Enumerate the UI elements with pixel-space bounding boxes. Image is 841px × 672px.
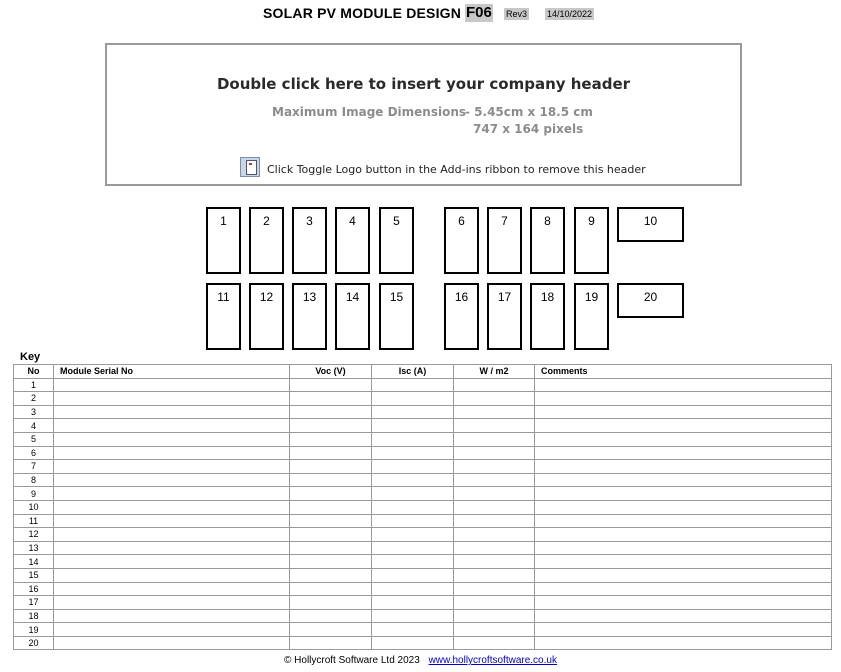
module-box: 14 <box>335 283 370 350</box>
serial-cell[interactable] <box>54 528 290 542</box>
module-box: 6 <box>444 207 479 274</box>
serial-cell[interactable] <box>54 473 290 487</box>
comments-cell[interactable] <box>535 636 832 650</box>
irradiance-cell[interactable] <box>454 636 535 650</box>
isc-cell[interactable] <box>372 419 454 433</box>
table-row <box>14 432 832 446</box>
table-row <box>14 473 832 487</box>
comments-cell[interactable] <box>535 487 832 501</box>
isc-cell[interactable] <box>372 405 454 419</box>
isc-cell[interactable] <box>372 555 454 569</box>
voc-cell[interactable] <box>290 473 372 487</box>
module-box: 19 <box>574 283 609 350</box>
comments-cell[interactable] <box>535 596 832 610</box>
module-box: 9 <box>574 207 609 274</box>
title-row <box>0 4 841 24</box>
serial-cell[interactable] <box>54 405 290 419</box>
irradiance-cell[interactable] <box>454 514 535 528</box>
document-logo-icon <box>240 157 260 177</box>
irradiance-cell[interactable] <box>454 487 535 501</box>
isc-cell[interactable] <box>372 432 454 446</box>
isc-cell[interactable] <box>372 446 454 460</box>
voc-cell[interactable] <box>290 514 372 528</box>
column-header-comments: Comments <box>535 365 832 379</box>
row-number-cell: 5 <box>14 432 54 446</box>
table-row <box>14 500 832 514</box>
voc-cell[interactable] <box>290 487 372 501</box>
isc-cell[interactable] <box>372 582 454 596</box>
column-header-voc: Voc (V) <box>290 365 372 379</box>
irradiance-cell[interactable] <box>454 392 535 406</box>
module-box: 12 <box>249 283 284 350</box>
module-box: 18 <box>530 283 565 350</box>
table-row <box>14 419 832 433</box>
serial-cell[interactable] <box>54 419 290 433</box>
comments-cell[interactable] <box>535 555 832 569</box>
row-number-cell: 6 <box>14 446 54 460</box>
row-number-cell: 9 <box>14 487 54 501</box>
irradiance-cell[interactable] <box>454 500 535 514</box>
voc-cell[interactable] <box>290 623 372 637</box>
voc-cell[interactable] <box>290 432 372 446</box>
module-box: 20 <box>617 283 684 318</box>
irradiance-cell[interactable] <box>454 541 535 555</box>
isc-cell[interactable] <box>372 460 454 474</box>
isc-cell[interactable] <box>372 596 454 610</box>
serial-cell[interactable] <box>54 596 290 610</box>
comments-cell[interactable] <box>535 432 832 446</box>
isc-cell[interactable] <box>372 392 454 406</box>
page-title: SOLAR PV MODULE DESIGN <box>263 5 462 21</box>
row-number-cell: 15 <box>14 568 54 582</box>
serial-cell[interactable] <box>54 555 290 569</box>
comments-cell[interactable] <box>535 419 832 433</box>
voc-cell[interactable] <box>290 568 372 582</box>
module-box: 15 <box>379 283 414 350</box>
serial-cell[interactable] <box>54 446 290 460</box>
module-box: 11 <box>206 283 241 350</box>
comments-cell[interactable] <box>535 378 832 392</box>
company-header-placeholder[interactable] <box>105 43 742 186</box>
serial-cell[interactable] <box>54 582 290 596</box>
table-row <box>14 528 832 542</box>
isc-cell[interactable] <box>372 609 454 623</box>
comments-cell[interactable] <box>535 405 832 419</box>
serial-cell[interactable] <box>54 432 290 446</box>
table-row <box>14 609 832 623</box>
module-box: 7 <box>487 207 522 274</box>
irradiance-cell[interactable] <box>454 596 535 610</box>
isc-cell[interactable] <box>372 500 454 514</box>
dimensions-px: 747 x 164 pixels <box>473 122 584 136</box>
table-header-row <box>14 365 832 379</box>
row-number-cell: 8 <box>14 473 54 487</box>
isc-cell[interactable] <box>372 473 454 487</box>
table-row <box>14 487 832 501</box>
row-number-cell: 18 <box>14 609 54 623</box>
module-box: 5 <box>379 207 414 274</box>
row-number-cell: 17 <box>14 596 54 610</box>
comments-cell[interactable] <box>535 609 832 623</box>
table-row <box>14 582 832 596</box>
comments-cell[interactable] <box>535 392 832 406</box>
row-number-cell: 16 <box>14 582 54 596</box>
table-row <box>14 568 832 582</box>
table-row <box>14 460 832 474</box>
irradiance-cell[interactable] <box>454 446 535 460</box>
row-number-cell: 20 <box>14 636 54 650</box>
row-number-cell: 3 <box>14 405 54 419</box>
comments-cell[interactable] <box>535 541 832 555</box>
serial-cell[interactable] <box>54 392 290 406</box>
module-box: 16 <box>444 283 479 350</box>
irradiance-cell[interactable] <box>454 405 535 419</box>
comments-cell[interactable] <box>535 473 832 487</box>
column-header-serial: Module Serial No <box>54 365 290 379</box>
voc-cell[interactable] <box>290 446 372 460</box>
serial-cell[interactable] <box>54 500 290 514</box>
row-number-cell: 12 <box>14 528 54 542</box>
voc-cell[interactable] <box>290 500 372 514</box>
module-box: 3 <box>292 207 327 274</box>
isc-cell[interactable] <box>372 528 454 542</box>
key-table <box>13 364 832 650</box>
voc-cell[interactable] <box>290 528 372 542</box>
table-row <box>14 392 832 406</box>
module-box: 17 <box>487 283 522 350</box>
isc-cell[interactable] <box>372 623 454 637</box>
voc-cell[interactable] <box>290 405 372 419</box>
column-header-no: No <box>14 365 54 379</box>
isc-cell[interactable] <box>372 541 454 555</box>
date-badge: 14/10/2022 <box>547 9 593 19</box>
comments-cell[interactable] <box>535 568 832 582</box>
serial-cell[interactable] <box>54 636 290 650</box>
serial-cell[interactable] <box>54 541 290 555</box>
isc-cell[interactable] <box>372 487 454 501</box>
voc-cell[interactable] <box>290 582 372 596</box>
irradiance-cell[interactable] <box>454 432 535 446</box>
row-number-cell: 1 <box>14 378 54 392</box>
header-note: Click Toggle Logo button in the Add-ins ribbon to remove this header <box>267 163 646 176</box>
irradiance-cell[interactable] <box>454 460 535 474</box>
isc-cell[interactable] <box>372 514 454 528</box>
row-number-cell: 10 <box>14 500 54 514</box>
voc-cell[interactable] <box>290 596 372 610</box>
column-header-irradiance: W / m2 <box>454 365 535 379</box>
comments-cell[interactable] <box>535 528 832 542</box>
irradiance-cell[interactable] <box>454 419 535 433</box>
form-code: F06 <box>466 4 492 21</box>
irradiance-cell[interactable] <box>454 473 535 487</box>
dimensions-label: Maximum Image Dimensions <box>272 105 467 119</box>
module-box: 1 <box>206 207 241 274</box>
serial-cell[interactable] <box>54 487 290 501</box>
copyright-text: © Hollycroft Software Ltd 2023 <box>284 655 420 666</box>
revision-badge: Rev3 <box>506 9 528 19</box>
isc-cell[interactable] <box>372 378 454 392</box>
dimensions-cm: - 5.45cm x 18.5 cm <box>465 105 593 119</box>
irradiance-cell[interactable] <box>454 378 535 392</box>
voc-cell[interactable] <box>290 392 372 406</box>
table-row <box>14 514 832 528</box>
table-row <box>14 446 832 460</box>
row-number-cell: 14 <box>14 555 54 569</box>
voc-cell[interactable] <box>290 609 372 623</box>
column-header-isc: Isc (A) <box>372 365 454 379</box>
table-row <box>14 541 832 555</box>
row-number-cell: 11 <box>14 514 54 528</box>
key-label: Key <box>20 351 41 363</box>
voc-cell[interactable] <box>290 555 372 569</box>
serial-cell[interactable] <box>54 514 290 528</box>
irradiance-cell[interactable] <box>454 568 535 582</box>
comments-cell[interactable] <box>535 500 832 514</box>
module-box: 10 <box>617 207 684 242</box>
serial-cell[interactable] <box>54 568 290 582</box>
module-box: 13 <box>292 283 327 350</box>
website-link[interactable]: www.hollycroftsoftware.co.uk <box>428 655 557 666</box>
comments-cell[interactable] <box>535 446 832 460</box>
row-number-cell: 13 <box>14 541 54 555</box>
table-row <box>14 405 832 419</box>
voc-cell[interactable] <box>290 541 372 555</box>
module-box: 4 <box>335 207 370 274</box>
comments-cell[interactable] <box>535 514 832 528</box>
footer <box>0 655 841 666</box>
irradiance-cell[interactable] <box>454 528 535 542</box>
irradiance-cell[interactable] <box>454 609 535 623</box>
irradiance-cell[interactable] <box>454 555 535 569</box>
table-row <box>14 623 832 637</box>
voc-cell[interactable] <box>290 419 372 433</box>
isc-cell[interactable] <box>372 636 454 650</box>
comments-cell[interactable] <box>535 460 832 474</box>
isc-cell[interactable] <box>372 568 454 582</box>
module-box: 8 <box>530 207 565 274</box>
comments-cell[interactable] <box>535 623 832 637</box>
voc-cell[interactable] <box>290 460 372 474</box>
voc-cell[interactable] <box>290 378 372 392</box>
table-row <box>14 636 832 650</box>
serial-cell[interactable] <box>54 623 290 637</box>
row-number-cell: 7 <box>14 460 54 474</box>
row-number-cell: 19 <box>14 623 54 637</box>
serial-cell[interactable] <box>54 609 290 623</box>
row-number-cell: 2 <box>14 392 54 406</box>
table-row <box>14 378 832 392</box>
table-row <box>14 555 832 569</box>
comments-cell[interactable] <box>535 582 832 596</box>
irradiance-cell[interactable] <box>454 582 535 596</box>
row-number-cell: 4 <box>14 419 54 433</box>
voc-cell[interactable] <box>290 636 372 650</box>
module-box: 2 <box>249 207 284 274</box>
irradiance-cell[interactable] <box>454 623 535 637</box>
header-heading: Double click here to insert your company header <box>216 75 631 93</box>
serial-cell[interactable] <box>54 460 290 474</box>
table-row <box>14 596 832 610</box>
serial-cell[interactable] <box>54 378 290 392</box>
